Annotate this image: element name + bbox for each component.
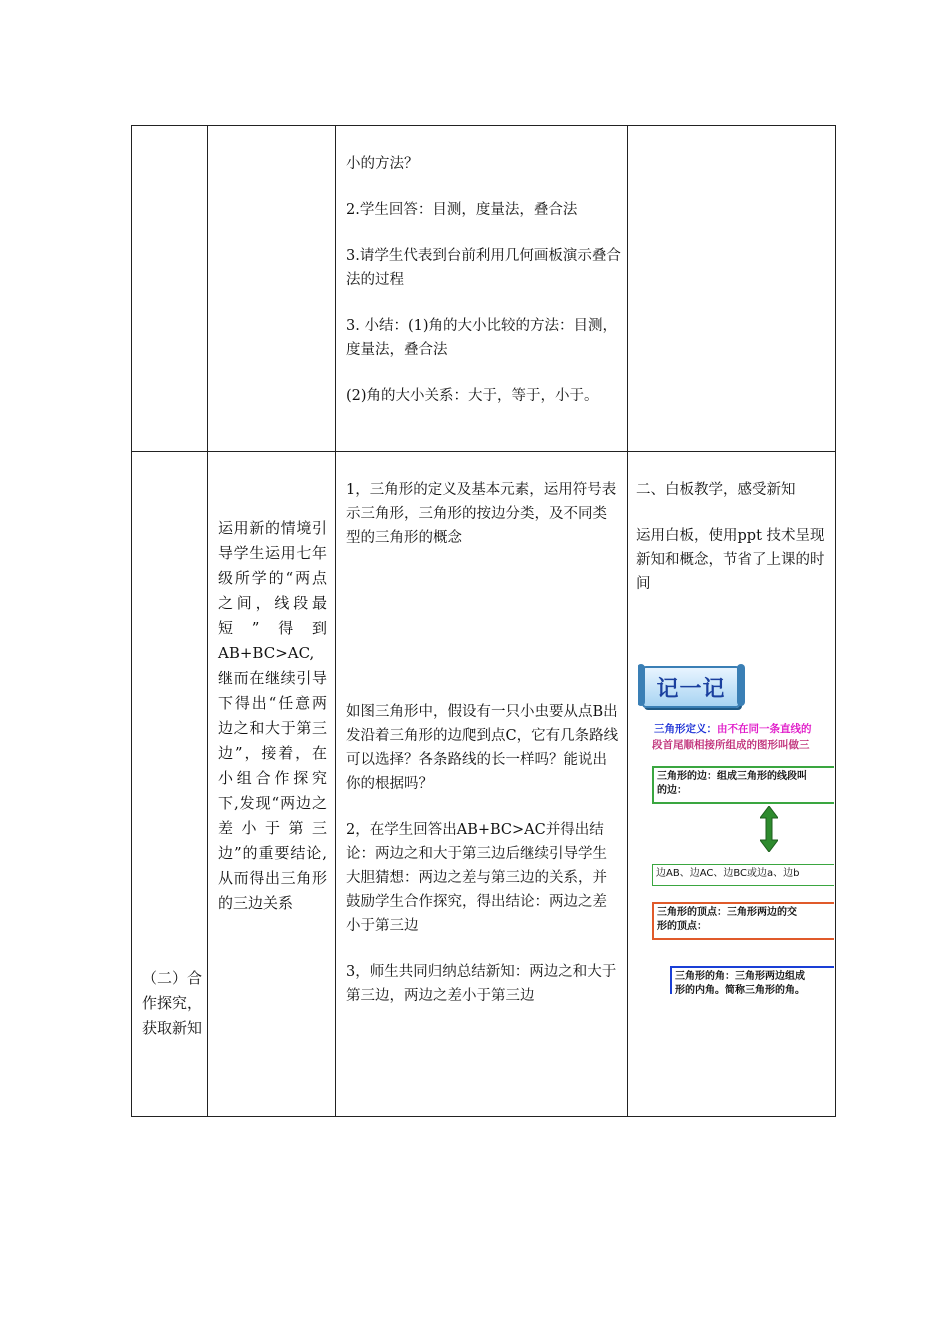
slide-title: 记一记: [656, 677, 726, 702]
activity-paragraph: 3.请学生代表到台前利用几何画板演示叠合法的过程: [346, 248, 621, 288]
side-names-text: 边AB、边AC、边BC或边a、边b: [656, 868, 800, 879]
activity-paragraph: 如图三角形中，假设有一只小虫要从点B出发沿着三角形的边爬到点C，它有几条路线可以选择？各条路线的长一样吗？能说出你的根据吗？: [346, 704, 619, 792]
definition-label: 三角形定义：: [654, 723, 717, 735]
angle-definition-text: 形的内角。简称三角形的角。: [675, 985, 805, 994]
table-row: [132, 452, 836, 1117]
activity-paragraph: (2)角的大小关系：大于，等于，小于。: [346, 388, 599, 404]
activity-paragraph: 小的方法？: [346, 156, 419, 172]
double-arrow-icon: [760, 806, 778, 852]
activity-paragraph: 2.学生回答：目测，度量法，叠合法: [346, 202, 578, 218]
method-cell: [628, 126, 836, 452]
definition-line: [654, 722, 812, 736]
activity-paragraph: 3. 小结：(1)角的大小比较的方法：目测，度量法，叠合法: [346, 318, 617, 358]
side-definition-text: 的边：: [657, 785, 687, 796]
angle-definition-box: [670, 966, 834, 994]
definition-line: [652, 738, 810, 752]
definition-text: 由不在同一条直线的: [717, 723, 812, 735]
vertex-definition-box: [652, 902, 834, 940]
table-row: [132, 126, 836, 452]
method-paragraph: 运用白板，使用ppt 技术呈现新知和概念，节省了上课的时间: [636, 528, 825, 592]
ppt-slide-image: [638, 658, 834, 994]
activity-paragraph: 3，师生共同归纳总结新知：两边之和大于第三边，两边之差小于第三边: [346, 964, 617, 1004]
angle-definition-text: 三角形的角：三角形两边组成: [675, 971, 805, 982]
activity-paragraph: 2，在学生回答出AB+BC>AC并得出结论：两边之和大于第三边后继续引导学生大胆猜想：两边之差与第三边的关系，并鼓励学生合作探究，得出结论：两边之差小于第三边: [346, 822, 607, 934]
stage-label: （二）合作探究，获取新知: [142, 969, 203, 1037]
design-intent-cell: [208, 126, 336, 452]
stage-cell: [132, 452, 208, 1117]
side-definition-box: [652, 766, 834, 804]
stage-cell: [132, 126, 208, 452]
activity-cell: [336, 452, 628, 1117]
slide-title-scroll: [642, 666, 740, 708]
design-intent-text: 运用新的情境引导学生运用七年级所学的“两点之间，线段最短”得到AB+BC>AC,继而在继续引导下得出“任意两边之和大于第三边”，接着，在小组合作探究下,发现“两边之差小于第三边”的重要结论,从而得出三角形的三边关系: [218, 519, 327, 912]
vertex-definition-text: 三角形的顶点：三角形两边的交: [657, 907, 797, 918]
vertex-definition-text: 形的顶点：: [657, 921, 707, 932]
activity-cell: [336, 126, 628, 452]
method-heading: 二、白板教学，感受新知: [636, 482, 796, 498]
activity-paragraph: 1，三角形的定义及基本元素，运用符号表示三角形，三角形的按边分类，及不同类型的三角形的概念: [346, 482, 617, 546]
definition-text: 段首尾顺相接所组成的图形叫做三: [652, 739, 810, 751]
method-cell: [628, 452, 836, 1117]
side-names-box: [652, 864, 834, 886]
lesson-plan-table: [131, 125, 836, 1117]
side-definition-text: 三角形的边：组成三角形的线段叫: [657, 771, 807, 782]
design-intent-cell: [208, 452, 336, 1117]
